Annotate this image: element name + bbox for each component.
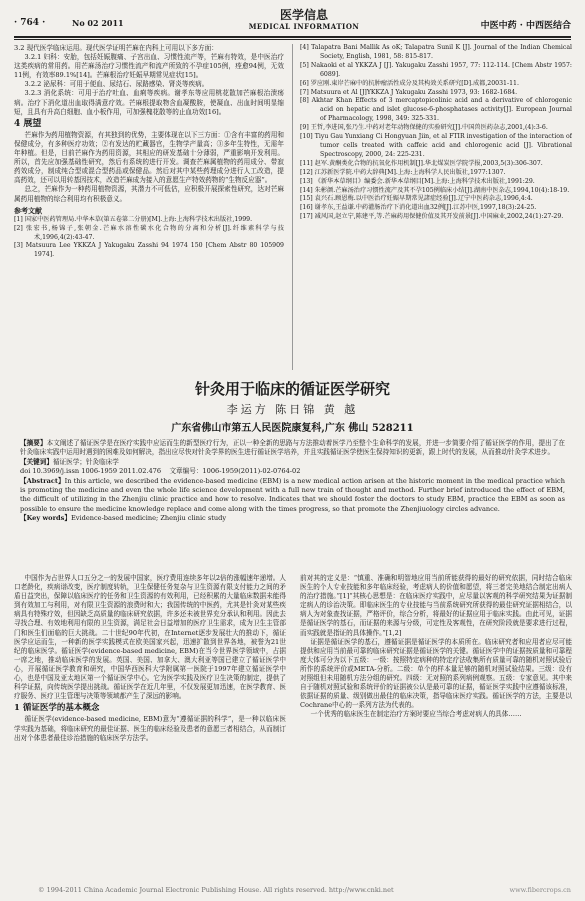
journal-title-cn: 医学信息 xyxy=(279,8,328,22)
paragraph: 3.2 现代医学临床运用。现代医学证明芒麻在内科上可用以下多方面： xyxy=(14,44,218,52)
copyright-line: © 1994-2011 China Academic Journal Electronic Publishing House. All rights reserved. http://www.cnki.net xyxy=(38,886,394,894)
reference-item: [16] 谢孝东,王益谦.中药灌肠治疗下消化道出血32例[J].江苏中医,1997,18(3):24-25. xyxy=(300,204,537,212)
keywords-en xyxy=(20,514,565,523)
article-right-column xyxy=(300,574,572,882)
reference-item: [2] 张宏书,杨锦子,张朝金.芒麻水溶性碳水化合物的分离和分析[J].纤维素科学与技术,1996,4(2):43-47. xyxy=(14,224,284,241)
reference-item: [12] 江苏新医学院.中药大辞典[M].上海:上海科学人民出版社,1977:1307. xyxy=(300,168,506,176)
prev-article-left-column xyxy=(14,44,284,370)
keywords-cn-text: 循证医学；针灸临床学 xyxy=(52,457,119,466)
reference-item: [11] 赵军.黄酮类化合物的抗氧化作用机制[J].华北煤炭医学院学报,2003,5(3):306-307. xyxy=(300,159,543,167)
abstract-cn-label: 【摘要】 xyxy=(20,439,47,447)
paragraph: 3.2.3 消化系统：可用于治疗吐血、血痢等疾病。谢孝东等应用桃花散加芒麻根治溃疡病。治疗下消化道出血取得满意疗效。芒麻根提取物含血凝酸胺，使凝血、出血时间明显缩短，且具有升高白细胞、血小板作用，可加强槐花散等的止血功效[16]。 xyxy=(14,89,284,116)
doi-text: doi 10.3969/j.issn 1006-1959 2011.02.476 xyxy=(20,467,162,476)
reference-item: [15] 袁兴石.顾恩梅.以中医治疗妊娠早期常见諸症经验[J].辽宁中医药杂志,1996,4:4. xyxy=(300,195,533,203)
paragraph: 证据是循证医学的基石，遵循证据是循证医学的本质所在。临床研究者和应用者应尽可能提供和应用当前最可靠的临床研究证据是循证医学的关键。循证医学中的证据按质量和可靠程度大体可分为以下五级：一级：按照特定病种的特定疗法收集所有质量可靠的随机对照试验后所作的系统评价或META-分析。二级：单个的样本量足够的随机对照试验结果。三级：设有对照组但未用随机方法分组的研究。四级：无对照的系列病例观察。五级：专家意见。其中来自于随机对照试验和系统评价的证据被公认是最可靠的证据，循证医学实践中应遵循该标准，依据证据的质量、级别做出最佳的临床决策，指导临床医疗实践。循证医学的方法，主要是以Cochrane中心的一系列方法为代表的。 xyxy=(300,637,572,710)
reference-item: [4] Talapatra Bani Mallik As oK; Talapatra Sunil K [J]. Journal of the Indian Chemical Society, English, 1981, 58: 815-817. xyxy=(300,44,572,60)
reference-item: [9] 王哲,李进国,张乃生.中药对老年动物保健的实验研究[J].中国兽医药杂志,2001,(4):3-6. xyxy=(300,124,548,132)
page-header xyxy=(14,4,571,38)
article-title: 针灸用于临床的循证医学研究 xyxy=(194,380,390,398)
issue-number: No 02 2011 xyxy=(72,18,124,28)
header-rule xyxy=(14,36,571,38)
reference-item: [6] 罗应刚.東岸芒麻中的抗肿瘤活性成分及其构效关系研究[D].成都,20031-11. xyxy=(300,79,519,87)
article-affiliation: 广东省佛山市第五人民医院康复科,广东 佛山 528211 xyxy=(171,423,414,434)
references-heading: 参考文献 xyxy=(14,205,42,215)
reference-item: [8] Akhtar Khan Effects of 3 mercaptopicolinic acid and a derivative of chlorogenic acid on hepatic and islet glucose-6-phosphatases activity[J]. European Journal of Pharmacology, 1998, 349: 325-331. xyxy=(300,97,572,123)
reference-item: [14] 朱彬颜.芒麻汤治疗习惯性流产及其不孕105例临床小结[J].湖南中医杂志,1994,10(4):18-19. xyxy=(300,186,570,194)
abstract-block xyxy=(20,439,565,524)
abstract-cn xyxy=(20,439,565,458)
paragraph: 总之，芒麻作为一种药用植物资源，其潜力不可低估，应积极开展探索性研究，达对芒麻属药用植物的综合利用均有积极意义。 xyxy=(14,185,284,203)
paragraph: 循证医学(evidence-based medicine, EBM)意为“遵循证据的科学”，是一种以临床医学实践为基础，将临床研究的最佳证据、医生的临床经验及患者的意愿三者相结合，从而制订出对个体患者最佳诊治措施的临床医学方法学。 xyxy=(14,715,286,742)
paragraph: 芒麻作为药用植物资源，有其独到的优势，主要体现在以下三方面：①含有丰富的药用和保健成分，有多种医疗功效；②有发达的贮藏器官，生物学产量高；③多年生特性，无需年年种植。但是，目前芒麻作为药用资源，其相应的研发基础十分薄弱，严重影响开发利用。所以，首先应加强基础性研究，然后有系统的进行开发。调查芒麻属植物的药用成分、带寂药效成分，制成纯合型或混合型药品或保健品。然后对其中某些药理成分进行人工改造，提高药效，还可以用转基因技术，改造芒麻成为接入的意愿生产特效药物的“生物反应器”。 xyxy=(14,130,284,185)
paragraph: 一个优秀的临床医生在制定治疗方案时要应当综合考虑对病人的具体…… xyxy=(310,710,522,719)
reference-item: [13] 《新华本草纲目》编委会.新华本草纲目[M].上海:上海科学技术出版社,1991:29. xyxy=(300,177,535,185)
reference-item: [17] 减风国,赵立宁,陈建平,等.芒麻药用保健价值及其开发前景[J].中国麻业,2002,24(1):27-29. xyxy=(300,213,564,221)
paragraph: 前对其的定义是：“慎重、准确和明智地应用当前所能获得的最好的研究依据，同时结合临床医生的个人专业技能和多年临床经验，考虑病人的价值和愿望，将三者完美地结合制定出病人的治疗措施。”[1]“其核心思想是：在临床医疗实践中，应尽量以客观的科学研究结果为证据制定病人的诊治决策。即临床医生的专业技能与当前系统研究所获得的最佳研究证据相结合，以病人为对象查找证据，严格评价，综合分析，将最好的证据应用于临床实践。由此可见，证据是循证医学的基石，而证据的来源与分级，可定性及客观性，在研究阶段就是要求进行过程，而实践就是指证的具体操作。”[1,2] xyxy=(300,574,572,637)
paragraph: 3.2.1 妇科：安胎，包括妊娠腹痛、子宫出血、习惯性流产等，芒麻有特效，是中医治疗这类疾病的常用药。用芒麻汤治疗习惯性流产和流产所致的不孕症105例，痊愈94例，无效11例，有效率89.1%[14]。芒麻根治疗妊娠早期常见症状[15]。 xyxy=(14,53,284,80)
section-heading: 4 展望 xyxy=(14,118,42,129)
keywords-cn-label: 【关键词】 xyxy=(20,457,53,466)
reference-item: [1] 国家中医药管理局.中华本草(第五卷第二分册)[M].上海:上海科学技术出版社,1999. xyxy=(14,215,253,223)
reference-item: [5] Nakaoki et al YKKZA J [J]. Yakugaku Zasshi 1957, 77: 112-114. [Chem Abstr 1957: 6089]. xyxy=(300,61,572,78)
abstract-en-label: 【Abstract】 xyxy=(20,476,65,485)
page-number: · 764 · xyxy=(14,18,46,28)
keywords-en-label: 【Key words】 xyxy=(20,514,71,523)
journal-title-en: MEDICAL INFORMATION xyxy=(248,22,360,31)
reference-item: [7] Matsuura et Al [J]YKKZA J Yakugaku Zasshi 1973, 93: 1682-1684. xyxy=(300,88,518,96)
section-heading: 1 循证医学的基本概念 xyxy=(14,703,100,714)
column-divider xyxy=(292,44,293,370)
reference-item: [3] Matsuura Lee YKKZA J Yakugaku Zasshi 94 1974 150 [Chem Abstr 80 105909 1974]. xyxy=(14,242,284,259)
prev-article-right-column xyxy=(300,44,572,370)
abstract-en xyxy=(20,477,565,515)
header-rule-thin xyxy=(14,39,571,40)
article-left-column xyxy=(14,574,286,882)
paragraph: 3.2.2 泌尿科：可用于便血、尿结石、尿路感染、肾炎等疾病。 xyxy=(24,80,209,89)
paragraph: 中国作为占世界人口五分之一的发展中国家，医疗费用连续多年以2倍的涨幅速年递增。人口老龄化，疾病谱改变，医疗制度转轨，卫生保健任务复杂与卫生资源有限支付能力之间的矛盾日益突出，保障以临床医疗的任务和卫生资源的有效利用，已经积累的大量临床数据未能得到有效加工与利用，对有限卫生资源的浪费时和大；我国传统的中医药，尤其是针灸对某些疾病具有特殊疗效，但因缺乏高质量的临床研究依据，许多还未被世界充分承认和利用。因此去寻找合理、有效地利用有限的卫生资源，满足社会日益增加的医疗卫生需求，成为卫生主管部门和医生们面临的巨大挑战。二十世纪90年代初，在Internet逐步发展壮大的推动下，循证医学应运而生，一种新的医学实践模式在欧美国家兴起，迅速扩散到世界各地，被誉为21世纪的临床医学。循证医学(evidence-based medicine, EBM)在当今世界医学领域中，占据一席之地，推动临床医学的发展。英国、美国、加拿大、澳大利亚等国已建立了循证医学中心，开展循证医学教育和研究，中国华西医科大学附属第一医院于1997年建立循证医学中心，也是中国及亚太地区第一个循证医学中心。它为医学实践及医疗卫生决策的制定，提供了科学证据，向传统医学提出挑战。循证医学在近几年里，不仅发展更加迅速，在医学教育、医疗服务、医疗卫生管理与决策等领域都产生了深远的影响。 xyxy=(14,574,286,701)
watermark-text: www.fibercrops.cn xyxy=(509,886,571,894)
article-authors: 李运方 陈日锦 黄 越 xyxy=(226,403,359,416)
doi-line xyxy=(20,467,565,476)
abstract-en-text: In this article, we described the evidence-based medicine (EBM) is a new medical action arisen at the historic moment in the medical practice which is promoting the medicine and even the whole life science development with a full new train of thought and method. Further brief introduced the effect of EBM, the difficult of utilizing in the Zhenjiu clinic practice and how to resolve. Indicates that we should foster the doctors to study EBM, practice the EBM as soon as possible to ensure the medicine knowledge replace and come along with the times progress, so that promote the Zhenjiuology circles advance. xyxy=(20,476,566,513)
keywords-en-text: Evidence-based medicine; Zhenjiu clinic study xyxy=(70,514,227,523)
keywords-cn xyxy=(20,458,565,467)
section-label: 中医中药 · 中西医结合 xyxy=(480,21,571,31)
abstract-cn-text: 本文阐述了循证医学是在医疗实践中应运而生的新型医疗行为，正以一种全新的思路与方法推动着医学乃至整个生命科学的发展，并进一步简要介绍了循证医学的作用，提出了在针灸临床实践中运用时遇到的困难及如何解决，指出应尽快对针灸学界的医生进行循证医学培养，并且实践循证医学使医生保持知识的更新，跟上时代的发展，从而推动针灸学术进步。 xyxy=(20,439,566,457)
reference-item: [10] Tiyu Gau Yunxiang Ci Hongyuan Jiin, et al FTIR investigation of the interaction of tumor cells treated with caffeic acid and chlorogenic acid [J]. Vibrational Spectroscopy, 2000, 24: 225-231. xyxy=(300,133,572,158)
document-code: 文章编号：1006-1959(2011)-02-0764-02 xyxy=(169,467,301,476)
